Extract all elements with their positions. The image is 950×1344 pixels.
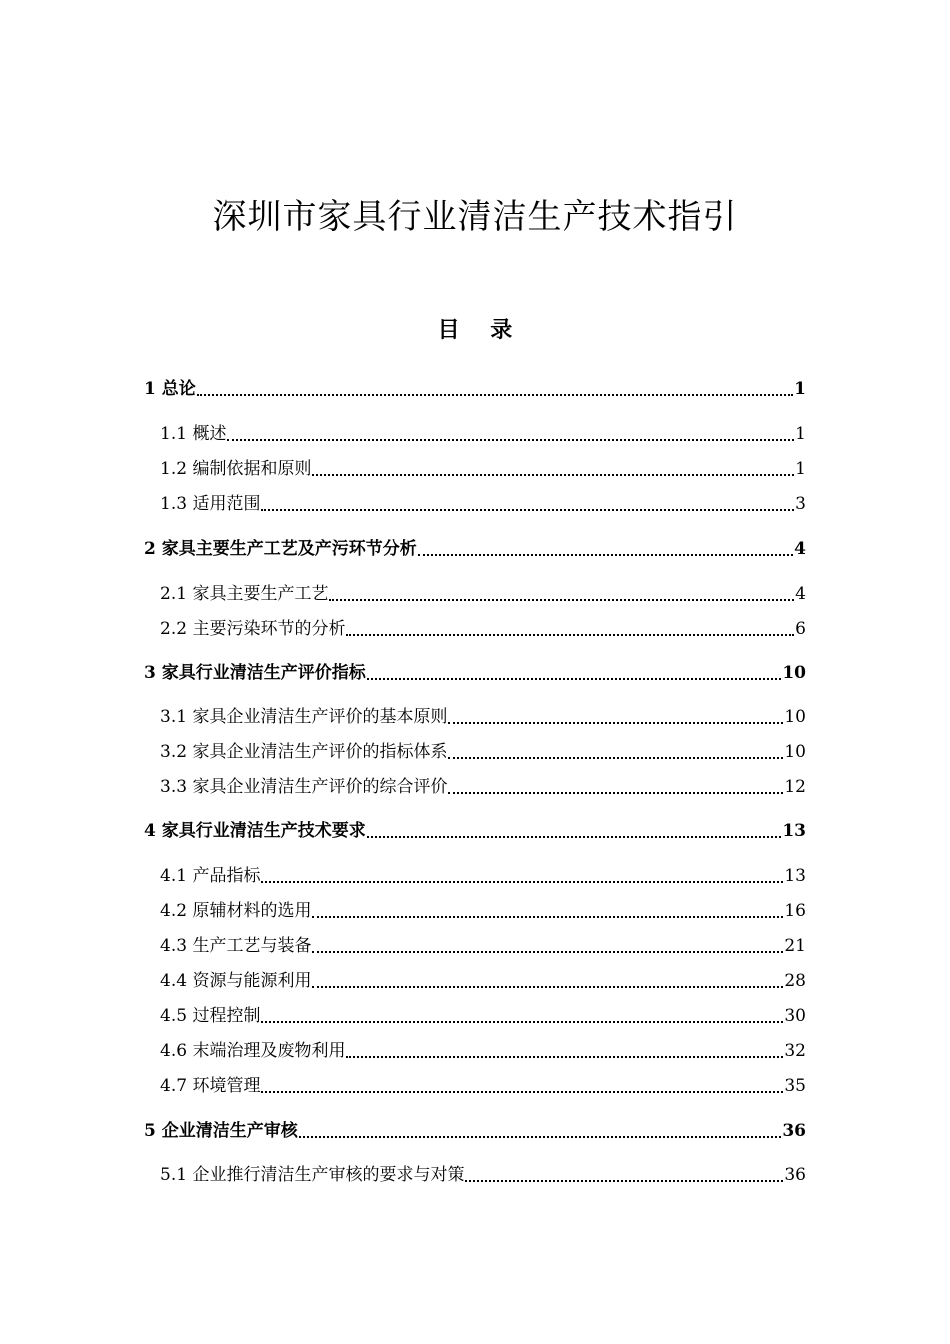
toc-dot-leader — [312, 986, 783, 988]
toc-dot-leader — [418, 554, 793, 556]
toc-section-entry[interactable] — [160, 456, 806, 482]
toc-section-entry[interactable] — [160, 774, 806, 800]
toc-entry-label: 1.3 适用范围 — [160, 494, 261, 514]
toc-dot-leader — [261, 881, 783, 883]
toc-section-entry[interactable] — [160, 581, 806, 607]
toc-page-number: 1 — [795, 424, 806, 444]
toc-page-number: 4 — [794, 539, 806, 559]
toc-dot-leader — [261, 1091, 783, 1093]
toc-entry-label: 4.2 原辅材料的选用 — [160, 901, 312, 921]
toc-entry-label: 1.2 编制依据和原则 — [160, 459, 312, 479]
toc-entry-label: 4.1 产品指标 — [160, 866, 261, 886]
toc-page-number: 16 — [784, 901, 806, 921]
toc-page-number: 10 — [784, 742, 806, 762]
toc-chapter-entry[interactable] — [144, 536, 806, 562]
toc-entry-label: 2.1 家具主要生产工艺 — [160, 584, 329, 604]
toc-dot-leader — [329, 599, 794, 601]
toc-section-entry[interactable] — [160, 863, 806, 889]
toc-page-number: 3 — [795, 494, 806, 514]
toc-dot-leader — [346, 634, 794, 636]
toc-entry-label: 4.5 过程控制 — [160, 1006, 261, 1026]
toc-page-number: 6 — [795, 619, 806, 639]
table-of-contents — [144, 0, 806, 1344]
toc-page-number: 35 — [784, 1076, 806, 1096]
toc-entry-label: 5.1 企业推行清洁生产审核的要求与对策 — [160, 1165, 465, 1185]
toc-page-number: 1 — [795, 459, 806, 479]
toc-entry-label: 1.1 概述 — [160, 424, 227, 444]
toc-dot-leader — [448, 792, 783, 794]
toc-chapter-entry[interactable] — [144, 376, 806, 402]
toc-entry-label: 3 家具行业清洁生产评价指标 — [144, 663, 366, 683]
toc-page-number: 36 — [782, 1121, 806, 1141]
toc-section-entry[interactable] — [160, 421, 806, 447]
toc-dot-leader — [261, 509, 794, 511]
toc-page-number: 13 — [782, 821, 806, 841]
toc-section-entry[interactable] — [160, 898, 806, 924]
toc-entry-label: 4.7 环境管理 — [160, 1076, 261, 1096]
toc-section-entry[interactable] — [160, 968, 806, 994]
toc-page-number: 10 — [782, 663, 806, 683]
toc-dot-leader — [299, 1136, 782, 1138]
toc-dot-leader — [197, 394, 793, 396]
toc-page-number: 36 — [784, 1165, 806, 1185]
toc-page-number: 30 — [784, 1006, 806, 1026]
toc-page-number: 13 — [784, 866, 806, 886]
toc-section-entry[interactable] — [160, 933, 806, 959]
toc-heading: 目 录 — [437, 317, 513, 343]
toc-page-number: 10 — [784, 707, 806, 727]
toc-entry-label: 3.1 家具企业清洁生产评价的基本原则 — [160, 707, 448, 727]
toc-chapter-entry[interactable] — [144, 818, 806, 844]
toc-dot-leader — [367, 836, 782, 838]
toc-page-number: 21 — [784, 936, 806, 956]
toc-dot-leader — [367, 678, 782, 680]
toc-page-number: 4 — [795, 584, 806, 604]
toc-dot-leader — [448, 757, 783, 759]
toc-chapter-entry[interactable] — [144, 660, 806, 686]
toc-dot-leader — [448, 722, 783, 724]
toc-entry-label: 1 总论 — [144, 379, 196, 399]
toc-section-entry[interactable] — [160, 739, 806, 765]
toc-section-entry[interactable] — [160, 1003, 806, 1029]
toc-chapter-entry[interactable] — [144, 1118, 806, 1144]
toc-entry-label: 2 家具主要生产工艺及产污环节分析 — [144, 539, 417, 559]
toc-entry-label: 4.3 生产工艺与装备 — [160, 936, 312, 956]
toc-dot-leader — [261, 1021, 783, 1023]
toc-entry-label: 2.2 主要污染环节的分析 — [160, 619, 346, 639]
toc-entry-label: 4 家具行业清洁生产技术要求 — [144, 821, 366, 841]
toc-section-entry[interactable] — [160, 616, 806, 642]
toc-dot-leader — [312, 474, 794, 476]
toc-dot-leader — [346, 1056, 783, 1058]
toc-entry-label: 4.4 资源与能源利用 — [160, 971, 312, 991]
toc-page-number: 1 — [794, 379, 806, 399]
toc-entry-label: 3.2 家具企业清洁生产评价的指标体系 — [160, 742, 448, 762]
toc-section-entry[interactable] — [160, 1073, 806, 1099]
document-title: 深圳市家具行业清洁生产技术指引 — [212, 197, 738, 237]
toc-dot-leader — [465, 1180, 783, 1182]
toc-entry-label: 3.3 家具企业清洁生产评价的综合评价 — [160, 777, 448, 797]
toc-dot-leader — [312, 916, 783, 918]
toc-section-entry[interactable] — [160, 704, 806, 730]
toc-dot-leader — [312, 951, 783, 953]
toc-section-entry[interactable] — [160, 1038, 806, 1064]
toc-entry-label: 4.6 末端治理及废物利用 — [160, 1041, 346, 1061]
toc-page-number: 32 — [784, 1041, 806, 1061]
toc-dot-leader — [227, 439, 794, 441]
toc-entry-label: 5 企业清洁生产审核 — [144, 1121, 298, 1141]
toc-section-entry[interactable] — [160, 1162, 806, 1188]
toc-page-number: 28 — [784, 971, 806, 991]
toc-section-entry[interactable] — [160, 491, 806, 517]
toc-page-number: 12 — [784, 777, 806, 797]
